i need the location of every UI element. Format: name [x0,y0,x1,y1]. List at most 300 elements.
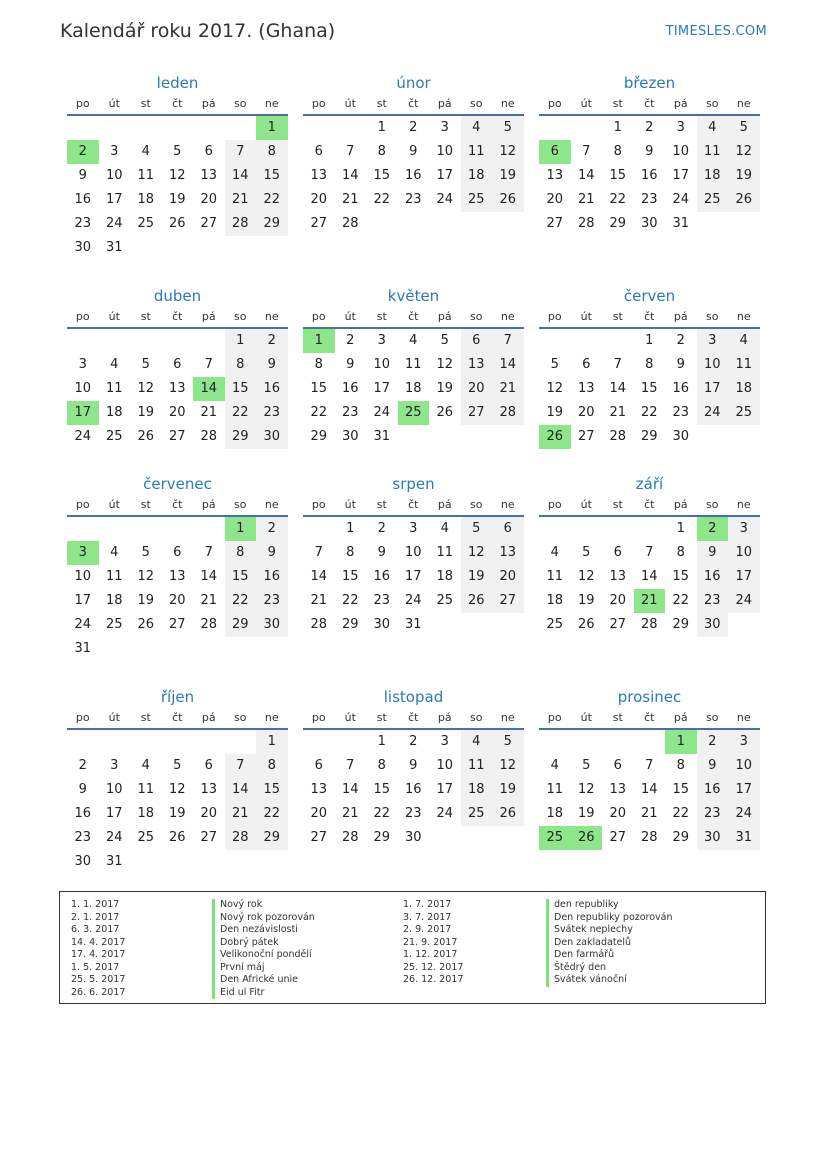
day-cell[interactable]: 16 [697,778,729,802]
day-cell[interactable]: 19 [168,192,186,207]
day-cell[interactable]: 14 [492,353,524,377]
day-cell[interactable]: 23 [256,589,288,613]
day-cell[interactable]: 12 [492,754,524,778]
day-cell[interactable]: 28 [609,429,627,444]
day-cell[interactable]: 25 [137,830,155,845]
day-cell[interactable]: 15 [256,164,288,188]
day-cell[interactable]: 9 [645,144,654,159]
day-cell[interactable]: 4 [409,333,418,348]
day-cell[interactable]: 25 [436,593,454,608]
day-cell[interactable]: 19 [546,405,564,420]
day-cell[interactable]: 20 [492,565,524,589]
day-cell[interactable]: 28 [577,216,595,231]
day-cell[interactable]: 26 [461,589,493,613]
day-cell[interactable]: 9 [676,357,685,372]
day-cell[interactable]: 1 [225,329,257,353]
day-cell[interactable]: 25 [539,826,571,850]
day-cell[interactable]: 16 [672,381,690,396]
day-cell[interactable]: 22 [225,589,257,613]
day-cell[interactable]: 7 [225,140,257,164]
day-cell[interactable]: 20 [200,806,218,821]
day-cell[interactable]: 24 [74,429,92,444]
day-cell[interactable]: 3 [697,329,729,353]
day-cell[interactable]: 5 [440,333,449,348]
day-cell[interactable]: 11 [436,545,454,560]
day-cell[interactable]: 31 [404,617,422,632]
day-cell[interactable]: 14 [225,778,257,802]
day-cell[interactable]: 4 [728,329,760,353]
day-cell[interactable]: 9 [409,758,418,773]
day-cell[interactable]: 19 [137,593,155,608]
day-cell[interactable]: 24 [672,192,690,207]
day-cell[interactable]: 26 [137,617,155,632]
day-cell[interactable]: 1 [613,120,622,135]
day-cell[interactable]: 15 [256,778,288,802]
day-cell[interactable]: 13 [577,381,595,396]
day-cell[interactable]: 12 [492,140,524,164]
day-cell[interactable]: 9 [256,541,288,565]
day-cell[interactable]: 22 [373,192,391,207]
day-cell[interactable]: 29 [672,617,690,632]
day-cell[interactable]: 23 [640,192,658,207]
day-cell[interactable]: 10 [728,754,760,778]
day-cell[interactable]: 6 [582,357,591,372]
day-cell[interactable]: 2 [67,140,99,164]
day-cell[interactable]: 18 [404,381,422,396]
day-cell[interactable]: 21 [310,593,328,608]
day-cell[interactable]: 23 [672,405,690,420]
day-cell[interactable]: 12 [546,381,564,396]
day-cell[interactable]: 17 [105,192,123,207]
day-cell[interactable]: 12 [577,569,595,584]
day-cell[interactable]: 13 [168,569,186,584]
day-cell[interactable]: 30 [256,425,288,449]
day-cell[interactable]: 10 [404,545,422,560]
day-cell[interactable]: 3 [676,120,685,135]
day-cell[interactable]: 29 [672,830,690,845]
day-cell[interactable]: 30 [404,830,422,845]
day-cell[interactable]: 21 [200,593,218,608]
day-cell[interactable]: 6 [314,144,323,159]
day-cell[interactable]: 24 [728,589,760,613]
day-cell[interactable]: 27 [546,216,564,231]
day-cell[interactable]: 25 [105,617,123,632]
day-cell[interactable]: 3 [728,517,760,541]
day-cell[interactable]: 30 [74,854,92,869]
day-cell[interactable]: 11 [461,140,493,164]
day-cell[interactable]: 3 [440,734,449,749]
day-cell[interactable]: 27 [200,830,218,845]
day-cell[interactable]: 15 [310,381,328,396]
day-cell[interactable]: 29 [256,212,288,236]
day-cell[interactable]: 20 [609,806,627,821]
day-cell[interactable]: 24 [697,401,729,425]
day-cell[interactable]: 27 [200,216,218,231]
day-cell[interactable]: 2 [676,333,685,348]
day-cell[interactable]: 19 [728,164,760,188]
day-cell[interactable]: 26 [571,826,603,850]
day-cell[interactable]: 18 [728,377,760,401]
day-cell[interactable]: 21 [577,192,595,207]
day-cell[interactable]: 7 [645,758,654,773]
day-cell[interactable]: 19 [137,405,155,420]
day-cell[interactable]: 28 [492,401,524,425]
day-cell[interactable]: 30 [373,617,391,632]
day-cell[interactable]: 13 [609,782,627,797]
day-cell[interactable]: 8 [256,140,288,164]
day-cell[interactable]: 23 [404,192,422,207]
day-cell[interactable]: 8 [225,541,257,565]
day-cell[interactable]: 5 [173,144,182,159]
day-cell[interactable]: 22 [310,405,328,420]
day-cell[interactable]: 22 [373,806,391,821]
day-cell[interactable]: 21 [492,377,524,401]
day-cell[interactable]: 14 [609,381,627,396]
day-cell[interactable]: 3 [440,120,449,135]
day-cell[interactable]: 7 [613,357,622,372]
day-cell[interactable]: 26 [728,188,760,212]
day-cell[interactable]: 8 [314,357,323,372]
day-cell[interactable]: 30 [341,429,359,444]
day-cell[interactable]: 8 [645,357,654,372]
day-cell[interactable]: 1 [665,730,697,754]
day-cell[interactable]: 16 [697,565,729,589]
day-cell[interactable]: 29 [310,429,328,444]
day-cell[interactable]: 29 [341,617,359,632]
day-cell[interactable]: 30 [672,429,690,444]
day-cell[interactable]: 23 [74,216,92,231]
day-cell[interactable]: 27 [461,401,493,425]
day-cell[interactable]: 28 [225,212,257,236]
day-cell[interactable]: 8 [613,144,622,159]
day-cell[interactable]: 5 [461,517,493,541]
day-cell[interactable]: 14 [341,168,359,183]
day-cell[interactable]: 4 [697,116,729,140]
day-cell[interactable]: 7 [346,144,355,159]
day-cell[interactable]: 27 [168,429,186,444]
day-cell[interactable]: 26 [539,425,571,449]
day-cell[interactable]: 1 [377,120,386,135]
day-cell[interactable]: 20 [546,192,564,207]
day-cell[interactable]: 30 [640,216,658,231]
day-cell[interactable]: 6 [173,357,182,372]
day-cell[interactable]: 3 [409,521,418,536]
day-cell[interactable]: 5 [173,758,182,773]
day-cell[interactable]: 20 [200,192,218,207]
day-cell[interactable]: 10 [105,168,123,183]
day-cell[interactable]: 28 [200,429,218,444]
day-cell[interactable]: 9 [409,144,418,159]
day-cell[interactable]: 4 [550,758,559,773]
day-cell[interactable]: 12 [728,140,760,164]
day-cell[interactable]: 18 [697,164,729,188]
day-cell[interactable]: 8 [676,758,685,773]
day-cell[interactable]: 14 [200,569,218,584]
day-cell[interactable]: 12 [577,782,595,797]
day-cell[interactable]: 15 [609,168,627,183]
day-cell[interactable]: 3 [67,541,99,565]
day-cell[interactable]: 27 [609,617,627,632]
day-cell[interactable]: 8 [256,754,288,778]
day-cell[interactable]: 2 [377,521,386,536]
day-cell[interactable]: 29 [640,429,658,444]
day-cell[interactable]: 10 [74,381,92,396]
day-cell[interactable]: 14 [193,377,225,401]
day-cell[interactable]: 12 [137,569,155,584]
day-cell[interactable]: 6 [613,758,622,773]
day-cell[interactable]: 24 [74,617,92,632]
day-cell[interactable]: 19 [577,593,595,608]
day-cell[interactable]: 20 [168,593,186,608]
day-cell[interactable]: 15 [373,168,391,183]
day-cell[interactable]: 11 [461,754,493,778]
day-cell[interactable]: 12 [137,381,155,396]
day-cell[interactable]: 18 [105,593,123,608]
day-cell[interactable]: 5 [141,545,150,560]
day-cell[interactable]: 10 [105,782,123,797]
day-cell[interactable]: 19 [168,806,186,821]
day-cell[interactable]: 17 [436,168,454,183]
day-cell[interactable]: 30 [256,613,288,637]
day-cell[interactable]: 23 [697,589,729,613]
day-cell[interactable]: 24 [404,593,422,608]
day-cell[interactable]: 17 [728,565,760,589]
day-cell[interactable]: 17 [373,381,391,396]
day-cell[interactable]: 5 [582,758,591,773]
day-cell[interactable]: 11 [137,168,155,183]
day-cell[interactable]: 6 [492,517,524,541]
day-cell[interactable]: 13 [461,353,493,377]
day-cell[interactable]: 28 [200,617,218,632]
day-cell[interactable]: 21 [341,806,359,821]
day-cell[interactable]: 17 [436,782,454,797]
day-cell[interactable]: 30 [697,613,729,637]
day-cell[interactable]: 25 [546,617,564,632]
day-cell[interactable]: 26 [137,429,155,444]
day-cell[interactable]: 22 [609,192,627,207]
day-cell[interactable]: 5 [550,357,559,372]
day-cell[interactable]: 14 [577,168,595,183]
brand-link[interactable]: TIMESLES.COM [665,24,767,39]
day-cell[interactable]: 29 [256,826,288,850]
day-cell[interactable]: 9 [377,545,386,560]
day-cell[interactable]: 18 [461,164,493,188]
day-cell[interactable]: 6 [204,758,213,773]
day-cell[interactable]: 18 [461,778,493,802]
day-cell[interactable]: 3 [377,333,386,348]
day-cell[interactable]: 1 [645,333,654,348]
day-cell[interactable]: 15 [341,569,359,584]
day-cell[interactable]: 11 [546,782,564,797]
day-cell[interactable]: 28 [225,826,257,850]
day-cell[interactable]: 14 [640,569,658,584]
day-cell[interactable]: 11 [105,569,123,584]
day-cell[interactable]: 21 [341,192,359,207]
day-cell[interactable]: 4 [440,521,449,536]
day-cell[interactable]: 2 [697,517,729,541]
day-cell[interactable]: 28 [341,216,359,231]
day-cell[interactable]: 31 [105,240,123,255]
day-cell[interactable]: 1 [225,517,257,541]
day-cell[interactable]: 3 [110,144,119,159]
day-cell[interactable]: 9 [346,357,355,372]
day-cell[interactable]: 20 [168,405,186,420]
day-cell[interactable]: 13 [546,168,564,183]
day-cell[interactable]: 1 [256,730,288,754]
day-cell[interactable]: 11 [728,353,760,377]
day-cell[interactable]: 16 [341,381,359,396]
day-cell[interactable]: 28 [310,617,328,632]
day-cell[interactable]: 29 [225,613,257,637]
day-cell[interactable]: 5 [141,357,150,372]
day-cell[interactable]: 9 [697,541,729,565]
day-cell[interactable]: 6 [613,545,622,560]
day-cell[interactable]: 20 [609,593,627,608]
day-cell[interactable]: 13 [609,569,627,584]
day-cell[interactable]: 27 [609,830,627,845]
day-cell[interactable]: 24 [436,806,454,821]
day-cell[interactable]: 26 [436,405,454,420]
day-cell[interactable]: 16 [640,168,658,183]
day-cell[interactable]: 10 [74,569,92,584]
day-cell[interactable]: 24 [436,192,454,207]
day-cell[interactable]: 10 [436,144,454,159]
day-cell[interactable]: 25 [105,429,123,444]
day-cell[interactable]: 24 [105,830,123,845]
day-cell[interactable]: 10 [728,541,760,565]
day-cell[interactable]: 14 [310,569,328,584]
day-cell[interactable]: 27 [168,617,186,632]
day-cell[interactable]: 10 [436,758,454,773]
day-cell[interactable]: 15 [672,782,690,797]
day-cell[interactable]: 11 [105,381,123,396]
day-cell[interactable]: 2 [256,517,288,541]
day-cell[interactable]: 7 [314,545,323,560]
day-cell[interactable]: 19 [492,778,524,802]
day-cell[interactable]: 30 [74,240,92,255]
day-cell[interactable]: 26 [577,617,595,632]
day-cell[interactable]: 28 [640,830,658,845]
day-cell[interactable]: 15 [225,565,257,589]
day-cell[interactable]: 14 [640,782,658,797]
day-cell[interactable]: 21 [225,802,257,826]
day-cell[interactable]: 7 [204,545,213,560]
day-cell[interactable]: 10 [672,144,690,159]
day-cell[interactable]: 25 [728,401,760,425]
day-cell[interactable]: 20 [310,192,328,207]
day-cell[interactable]: 8 [676,545,685,560]
day-cell[interactable]: 4 [110,545,119,560]
day-cell[interactable]: 21 [640,806,658,821]
day-cell[interactable]: 7 [645,545,654,560]
day-cell[interactable]: 1 [676,521,685,536]
day-cell[interactable]: 25 [461,802,493,826]
day-cell[interactable]: 5 [728,116,760,140]
day-cell[interactable]: 27 [310,830,328,845]
day-cell[interactable]: 22 [225,401,257,425]
day-cell[interactable]: 11 [137,782,155,797]
day-cell[interactable]: 4 [461,730,493,754]
day-cell[interactable]: 5 [582,545,591,560]
day-cell[interactable]: 9 [78,168,87,183]
day-cell[interactable]: 2 [78,758,87,773]
day-cell[interactable]: 7 [346,758,355,773]
day-cell[interactable]: 29 [373,830,391,845]
day-cell[interactable]: 3 [728,730,760,754]
day-cell[interactable]: 10 [373,357,391,372]
day-cell[interactable]: 11 [546,569,564,584]
day-cell[interactable]: 16 [404,782,422,797]
day-cell[interactable]: 2 [346,333,355,348]
day-cell[interactable]: 8 [377,758,386,773]
day-cell[interactable]: 12 [461,541,493,565]
day-cell[interactable]: 17 [728,778,760,802]
day-cell[interactable]: 18 [105,405,123,420]
day-cell[interactable]: 25 [697,188,729,212]
day-cell[interactable]: 17 [697,377,729,401]
day-cell[interactable]: 2 [256,329,288,353]
day-cell[interactable]: 26 [168,830,186,845]
day-cell[interactable]: 22 [672,806,690,821]
day-cell[interactable]: 26 [168,216,186,231]
day-cell[interactable]: 2 [409,120,418,135]
day-cell[interactable]: 16 [74,806,92,821]
day-cell[interactable]: 17 [74,593,92,608]
day-cell[interactable]: 12 [168,168,186,183]
day-cell[interactable]: 11 [697,140,729,164]
day-cell[interactable]: 3 [110,758,119,773]
day-cell[interactable]: 2 [409,734,418,749]
day-cell[interactable]: 15 [373,782,391,797]
day-cell[interactable]: 4 [550,545,559,560]
day-cell[interactable]: 4 [110,357,119,372]
day-cell[interactable]: 6 [173,545,182,560]
day-cell[interactable]: 18 [137,192,155,207]
day-cell[interactable]: 7 [492,329,524,353]
day-cell[interactable]: 20 [577,405,595,420]
day-cell[interactable]: 23 [697,802,729,826]
day-cell[interactable]: 1 [346,521,355,536]
day-cell[interactable]: 15 [225,377,257,401]
day-cell[interactable]: 14 [341,782,359,797]
day-cell[interactable]: 17 [672,168,690,183]
day-cell[interactable]: 31 [373,429,391,444]
day-cell[interactable]: 15 [672,569,690,584]
day-cell[interactable]: 31 [672,216,690,231]
day-cell[interactable]: 30 [697,826,729,850]
day-cell[interactable]: 20 [310,806,328,821]
day-cell[interactable]: 16 [404,168,422,183]
day-cell[interactable]: 16 [256,377,288,401]
day-cell[interactable]: 2 [697,730,729,754]
day-cell[interactable]: 28 [341,830,359,845]
day-cell[interactable]: 13 [492,541,524,565]
day-cell[interactable]: 8 [225,353,257,377]
day-cell[interactable]: 25 [137,216,155,231]
day-cell[interactable]: 17 [404,569,422,584]
day-cell[interactable]: 12 [436,357,454,372]
day-cell[interactable]: 31 [74,641,92,656]
day-cell[interactable]: 9 [256,353,288,377]
day-cell[interactable]: 27 [577,429,595,444]
day-cell[interactable]: 29 [225,425,257,449]
day-cell[interactable]: 23 [74,830,92,845]
day-cell[interactable]: 16 [74,192,92,207]
day-cell[interactable]: 7 [225,754,257,778]
day-cell[interactable]: 22 [672,593,690,608]
day-cell[interactable]: 22 [256,188,288,212]
day-cell[interactable]: 9 [78,782,87,797]
